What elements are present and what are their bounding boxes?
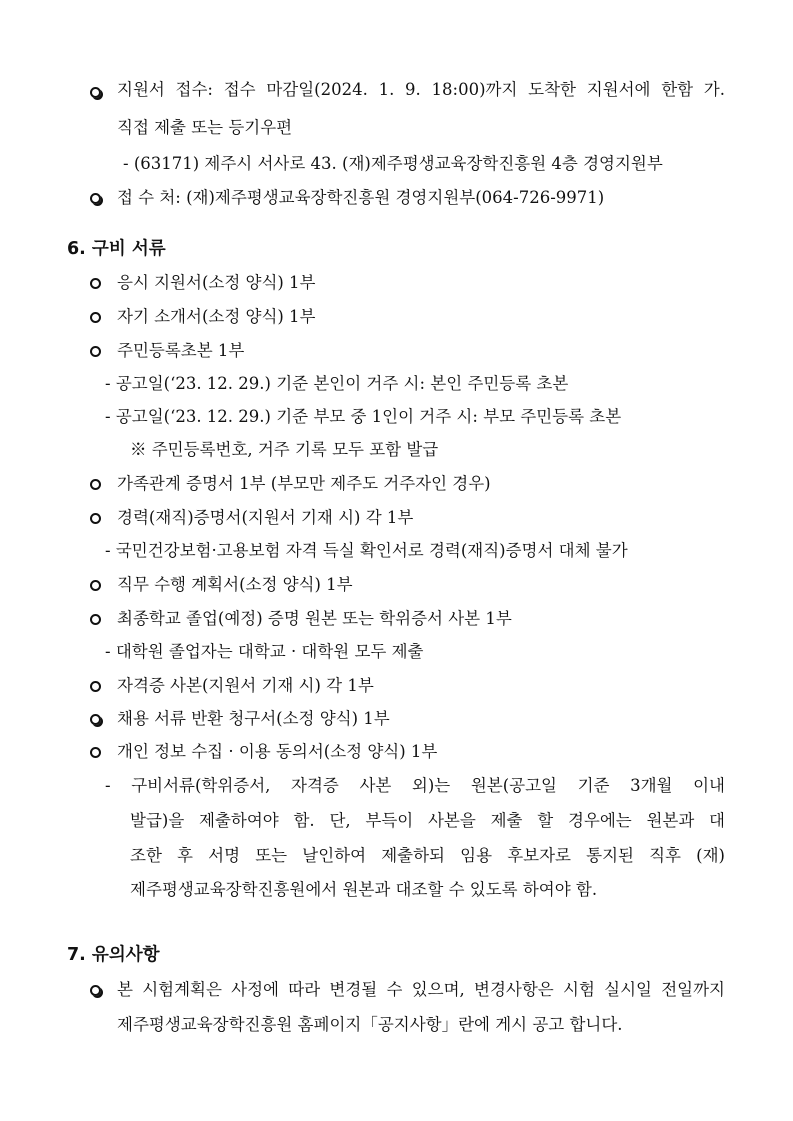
bullet-icon: [90, 312, 101, 323]
doc-note-line: 조한 후 서명 또는 날인하여 제출하되 임용 후보자로 통지된 직후 (재): [130, 846, 725, 865]
receipt-address: - (63171) 제주시 서사로 43. (재)제주평생교육장학진흥원 4층 경영지원부: [123, 154, 663, 173]
doc-note-line: - 구비서류(학위증서, 자격증 사본 외)는 원본(공고일 기준 3개월 이내: [105, 776, 725, 795]
bullet-icon: [90, 479, 101, 490]
notice-line1: 본 시험계획은 사정에 따라 변경될 수 있으며, 변경사항은 시험 실시일 전일까지: [117, 980, 725, 999]
bullet-icon: [90, 580, 101, 591]
bullet-icon: [90, 614, 101, 625]
doc-item: 자격증 사본(지원서 기재 시) 각 1부: [117, 676, 374, 695]
bullet-icon: [90, 346, 101, 357]
receipt-method-line1: 지원서 접수: 접수 마감일(2024. 1. 9. 18:00)까지 도착한 지원서에 한함 가.: [117, 80, 725, 99]
bullet-icon: [90, 193, 101, 204]
doc-subitem: - 공고일(‘23. 12. 29.) 기준 부모 중 1인이 거주 시: 부모 주민등록 초본: [105, 407, 622, 426]
receipt-place: 접 수 처: (재)제주평생교육장학진흥원 경영지원부(064-726-9971): [117, 188, 605, 207]
bullet-icon: [90, 87, 101, 98]
doc-item: 자기 소개서(소정 양식) 1부: [117, 307, 316, 326]
bullet-icon: [90, 714, 101, 725]
bullet-icon: [90, 681, 101, 692]
doc-note: ※ 주민등록번호, 거주 기록 모두 포함 발급: [130, 440, 439, 459]
notice-line2: 제주평생교육장학진흥원 홈페이지「공지사항」란에 게시 공고 합니다.: [117, 1015, 623, 1034]
bullet-icon: [90, 278, 101, 289]
doc-item: 최종학교 졸업(예정) 증명 원본 또는 학위증서 사본 1부: [117, 609, 512, 628]
bullet-icon: [90, 985, 101, 996]
bullet-icon: [90, 513, 101, 524]
bullet-icon: [90, 747, 101, 758]
doc-subitem: - 공고일(‘23. 12. 29.) 기준 본인이 거주 시: 본인 주민등록 초본: [105, 374, 569, 393]
doc-item: 개인 정보 수집 · 이용 동의서(소정 양식) 1부: [117, 742, 438, 761]
doc-item: 채용 서류 반환 청구서(소정 양식) 1부: [117, 709, 390, 728]
doc-item: 가족관계 증명서 1부 (부모만 제주도 거주자인 경우): [117, 474, 491, 493]
doc-item: 직무 수행 계획서(소정 양식) 1부: [117, 575, 353, 594]
doc-note-line: 제주평생교육장학진흥원에서 원본과 대조할 수 있도록 하여야 함.: [130, 880, 598, 899]
receipt-method-line2: 직접 제출 또는 등기우편: [117, 118, 293, 137]
doc-subitem: - 국민건강보험·고용보험 자격 득실 확인서로 경력(재직)증명서 대체 불가: [105, 541, 628, 560]
doc-item: 주민등록초본 1부: [117, 341, 245, 360]
doc-note-line: 발급)을 제출하여야 함. 단, 부득이 사본을 제출 할 경우에는 원본과 대: [130, 811, 725, 830]
doc-item: 경력(재직)증명서(지원서 기재 시) 각 1부: [117, 508, 414, 527]
doc-subitem: - 대학원 졸업자는 대학교 · 대학원 모두 제출: [105, 642, 424, 661]
section6-heading: 6. 구비 서류: [67, 239, 166, 259]
section7-heading: 7. 유의사항: [67, 945, 160, 965]
doc-item: 응시 지원서(소정 양식) 1부: [117, 273, 316, 292]
